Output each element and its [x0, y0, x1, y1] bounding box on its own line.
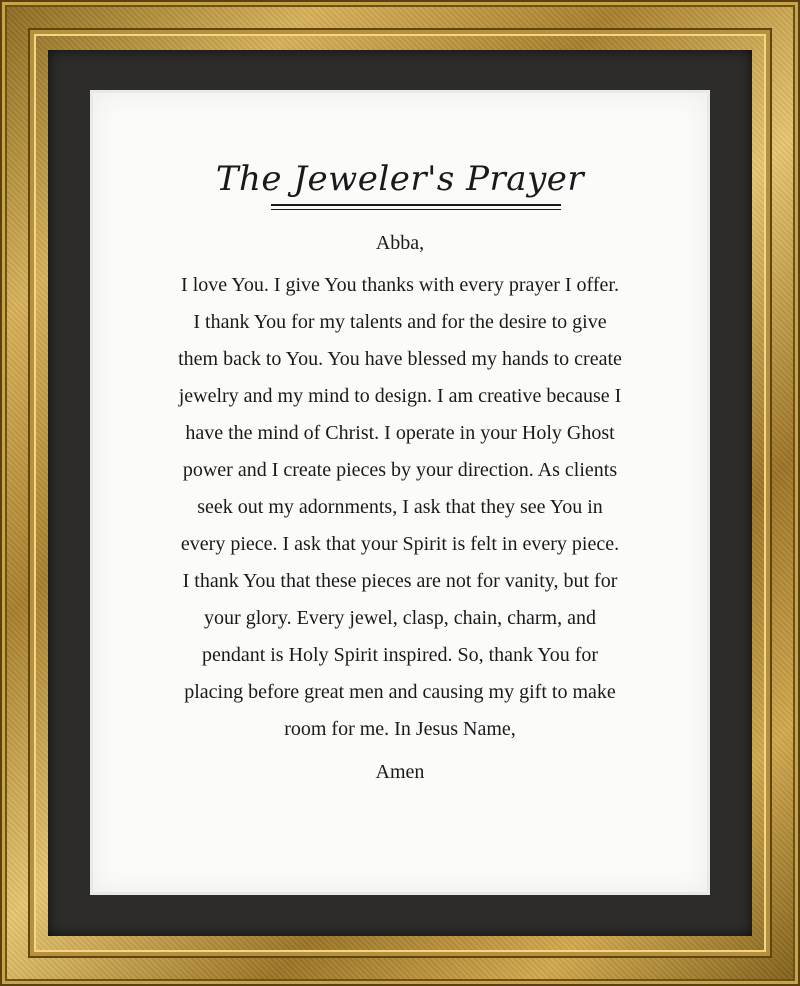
prayer-line: I love You. I give You thanks with every prayer I offer.: [181, 274, 619, 296]
prayer-line: have the mind of Christ. I operate in your Holy Ghost: [185, 422, 615, 444]
prayer-title: The Jeweler's Prayer: [215, 159, 585, 199]
title-underline-thin: [271, 209, 561, 210]
prayer-line: them back to You. You have blessed my hands to create: [178, 348, 622, 370]
prayer-salutation: Abba,: [375, 232, 425, 254]
title-underline: [271, 204, 561, 206]
prayer-paper: [90, 90, 710, 895]
prayer-body: [93, 227, 707, 788]
prayer-line: room for me. In Jesus Name,: [284, 718, 516, 740]
prayer-line: seek out my adornments, I ask that they see You in: [197, 496, 603, 518]
prayer-line: pendant is Holy Spirit inspired. So, thank You for: [201, 644, 599, 666]
prayer-line: jewelry and my mind to design. I am creative because I: [178, 385, 622, 407]
prayer-line: I thank You for my talents and for the desire to give: [193, 311, 607, 333]
prayer-closing: Amen: [375, 761, 425, 783]
prayer-line: I thank You that these pieces are not for vanity, but for: [182, 570, 618, 592]
prayer-line: placing before great men and causing my gift to make: [184, 681, 616, 703]
prayer-line: power and I create pieces by your direction. As clients: [182, 459, 618, 481]
prayer-line: every piece. I ask that your Spirit is felt in every piece.: [180, 533, 620, 555]
prayer-line: your glory. Every jewel, clasp, chain, charm, and: [204, 607, 596, 629]
